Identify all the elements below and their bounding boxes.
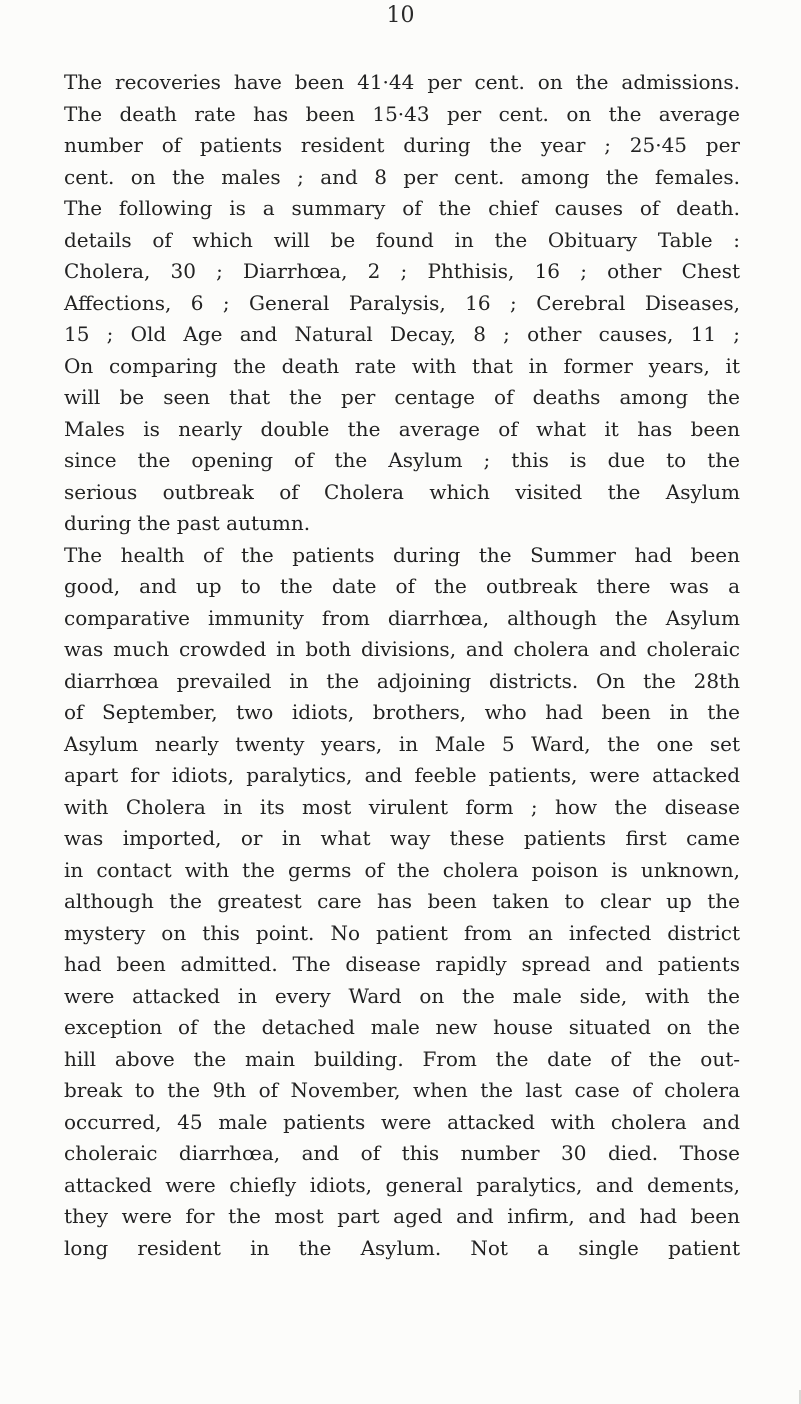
- text-line: On comparing the death rate with that in former years, it: [64, 353, 740, 378]
- text-line: exception of the detached male new house situated on the: [64, 1015, 740, 1039]
- text-line: diarrhœa prevailed in the adjoining districts. On the 28th: [64, 668, 740, 693]
- body-text: [64, 67, 740, 1264]
- text-line: they were for the most part aged and infirm, and had been: [64, 1204, 740, 1228]
- text-line: of September, two idiots, brothers, who had been in the: [64, 700, 740, 724]
- text-line: in contact with the germs of the cholera poison is unknown,: [64, 857, 740, 882]
- text-line: Males is nearly double the average of what it has been: [64, 416, 740, 441]
- text-line: The health of the patients during the Summer had been: [64, 542, 740, 567]
- text-line: were attacked in every Ward on the male side, with the: [64, 983, 740, 1008]
- text-line: break to the 9th of November, when the last case of cholera: [64, 1078, 740, 1102]
- text-line: comparative immunity from diarrhœa, although the Asylum: [64, 605, 740, 630]
- text-line: occurred, 45 male patients were attacked with cholera and: [64, 1109, 740, 1134]
- text-line: attacked were chiefly idiots, general paralytics, and dements,: [64, 1172, 740, 1197]
- text-line: was imported, or in what way these patients first came: [64, 826, 740, 850]
- text-line-short: during the past autumn.: [64, 511, 311, 535]
- text-line: Affections, 6 ; General Paralysis, 16 ; Cerebral Diseases,: [64, 290, 740, 315]
- text-line: had been admitted. The disease rapidly spread and patients: [64, 952, 740, 976]
- text-line: apart for idiots, paralytics, and feeble patients, were attacked: [64, 763, 740, 787]
- text-line: The recoveries have been 41·44 per cent. on the admissions.: [64, 70, 740, 94]
- text-line: cent. on the males ; and 8 per cent. among the females.: [64, 164, 740, 189]
- text-line: long resident in the Asylum. Not a single patient: [64, 1235, 740, 1260]
- text-line: number of patients resident during the year ; 25·45 per: [64, 133, 740, 157]
- text-line: choleraic diarrhœa, and of this number 30 died. Those: [64, 1141, 740, 1165]
- text-line: although the greatest care has been taken to clear up the: [64, 889, 740, 913]
- text-line: hill above the main building. From the date of the out-: [64, 1046, 740, 1071]
- text-line: since the opening of the Asylum ; this is due to the: [64, 448, 740, 472]
- text-line: 15 ; Old Age and Natural Decay, 8 ; other causes, 11 ;: [64, 322, 740, 346]
- page-number: 10: [386, 3, 415, 28]
- text-line: was much crowded in both divisions, and cholera and choleraic: [64, 637, 740, 661]
- text-line: Cholera, 30 ; Diarrhœa, 2 ; Phthisis, 16 ; other Chest: [64, 259, 740, 283]
- text-line: details of which will be found in the Obituary Table :: [64, 227, 740, 252]
- text-line: mystery on this point. No patient from an infected district: [64, 920, 740, 945]
- text-line: will be seen that the per centage of deaths among the: [64, 385, 740, 409]
- text-line: The following is a summary of the chief causes of death.: [64, 196, 740, 220]
- text-line: serious outbreak of Cholera which visited the Asylum: [64, 479, 740, 504]
- text-line: with Cholera in its most virulent form ; how the disease: [64, 794, 740, 819]
- text-line: Asylum nearly twenty years, in Male 5 Ward, the one set: [64, 731, 740, 756]
- text-line: good, and up to the date of the outbreak there was a: [64, 574, 740, 598]
- text-line: The death rate has been 15·43 per cent. on the average: [64, 101, 740, 126]
